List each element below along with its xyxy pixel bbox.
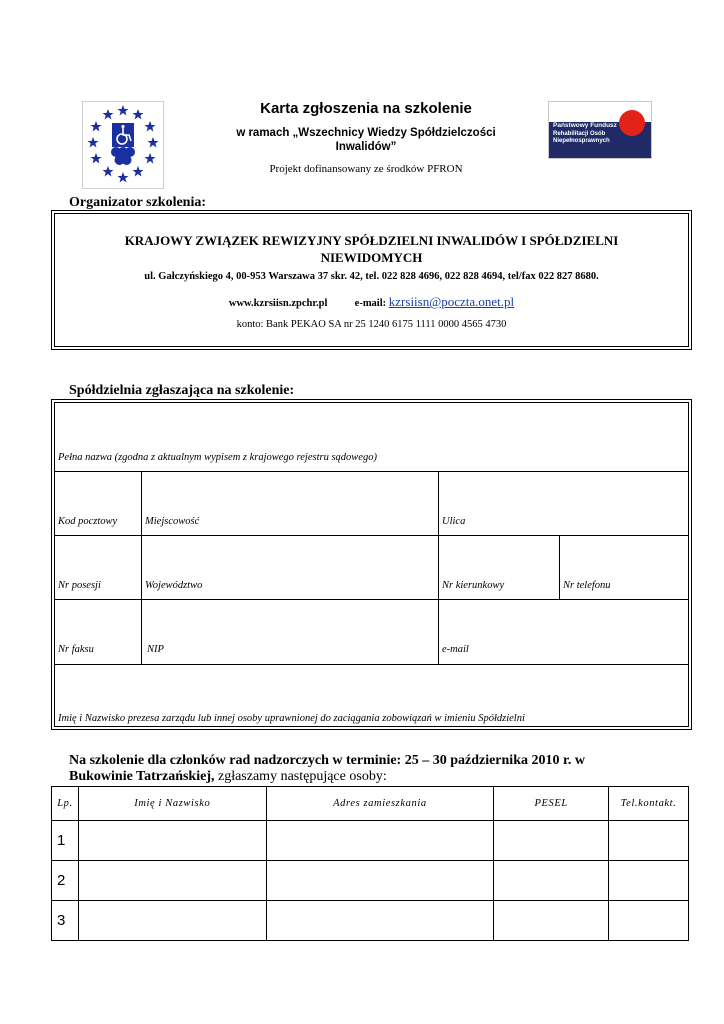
- organizer-email-link[interactable]: kzrsiisn@poczta.onet.pl: [388, 294, 515, 309]
- phone-cell[interactable]: [609, 861, 689, 901]
- pfron-logo-box: [548, 101, 652, 159]
- page-title: Karta zgłoszenia na szkolenie: [260, 100, 472, 117]
- phone-field[interactable]: Nr telefonu: [563, 580, 611, 591]
- organizer-label: Organizator szkolenia:: [69, 195, 207, 210]
- table-header-row: [52, 787, 689, 821]
- row-number: 2: [52, 861, 79, 901]
- wheelchair-stars-logo-icon: [83, 102, 163, 188]
- address-cell[interactable]: [266, 821, 494, 861]
- voivodeship-field[interactable]: Województwo: [145, 580, 203, 591]
- organizer-address: ul. Gałczyńskiego 4, 00-953 Warszawa 37 skr. 42, tel. 022 828 4696, 022 828 4694, tel/fax 022 827 8680.: [144, 271, 599, 282]
- address-cell[interactable]: [266, 901, 494, 941]
- street-field[interactable]: Ulica: [442, 516, 466, 527]
- pfron-logo-line-2: Rehabilitacji Osób: [553, 131, 606, 137]
- name-cell[interactable]: [78, 901, 266, 941]
- full-name-field[interactable]: Pełna nazwa (zgodna z aktualnym wypisem z krajowego rejestru sądowego): [58, 452, 377, 463]
- row-number: 1: [52, 821, 79, 861]
- nip-field[interactable]: NIP: [147, 644, 164, 655]
- table-row: [52, 861, 689, 901]
- training-line-2-rest: zgłaszamy następujące osoby:: [214, 769, 387, 784]
- cooperative-form: [51, 399, 692, 730]
- training-statement: [69, 753, 689, 785]
- training-location: Bukowinie Tatrzańskiej,: [69, 769, 215, 784]
- training-line-1: Na szkolenie dla członków rad nadzorczych w terminie: 25 – 30 października 2010 r. w: [69, 753, 586, 768]
- cooperative-label: Spółdzielnia zgłaszająca na szkolenie:: [69, 383, 295, 398]
- house-number-field[interactable]: Nr posesji: [58, 580, 101, 591]
- organizer-email-label: e-mail:: [354, 298, 387, 309]
- subtitle-line-2: Inwalidów”: [335, 141, 397, 153]
- email-field[interactable]: e-mail: [442, 644, 469, 655]
- subtitle-line-1: w ramach „Wszechnicy Wiedzy Spółdzielczości: [236, 127, 496, 139]
- row-divider: [55, 599, 688, 600]
- fax-field[interactable]: Nr faksu: [58, 644, 94, 655]
- organizer-contact: [55, 294, 688, 310]
- table-row: [52, 901, 689, 941]
- page-subtitle: [180, 126, 552, 154]
- col-header-address: Adres zamieszkania: [266, 787, 494, 821]
- address-cell[interactable]: [266, 861, 494, 901]
- col-header-lp: Lp.: [52, 787, 79, 821]
- table-row: [52, 821, 689, 861]
- area-code-field[interactable]: Nr kierunkowy: [442, 580, 505, 591]
- col-header-phone: Tel.kontakt.: [609, 787, 689, 821]
- project-note: Projekt dofinansowany ze środków PFRON: [269, 163, 463, 175]
- organizer-name: [55, 232, 688, 266]
- postal-code-field[interactable]: Kod pocztowy: [58, 516, 118, 527]
- pfron-logo-line-1: Państwowy Fundusz: [553, 122, 617, 129]
- organizer-name-line-2: NIEWIDOMYCH: [320, 250, 423, 265]
- col-divider: [438, 471, 439, 664]
- name-cell[interactable]: [78, 861, 266, 901]
- organizer-name-line-1: KRAJOWY ZWIĄZEK REWIZYJNY SPÓŁDZIELNI INWALIDÓW I SPÓŁDZIELNI: [124, 233, 619, 248]
- organizer-inner-frame: [54, 213, 689, 347]
- pesel-cell[interactable]: [494, 901, 609, 941]
- pfron-logo-line-3: Niepełnosprawnych: [553, 138, 610, 144]
- persons-table: [51, 786, 689, 941]
- phone-cell[interactable]: [609, 821, 689, 861]
- left-logo: [82, 101, 164, 189]
- row-divider: [55, 535, 688, 536]
- row-number: 3: [52, 901, 79, 941]
- city-field[interactable]: Miejscowość: [145, 516, 200, 527]
- president-field[interactable]: Imię i Nazwisko prezesa zarządu lub innej osoby uprawnionej do zaciągania zobowiązań w imieniu Spółdzielni: [58, 713, 525, 724]
- organizer-website-link[interactable]: www.kzrsiisn.zpchr.pl: [228, 298, 328, 309]
- col-divider: [559, 535, 560, 599]
- cooperative-inner-frame: [54, 402, 689, 727]
- training-line-2: [69, 769, 689, 785]
- organizer-box: [51, 210, 692, 350]
- name-cell[interactable]: [78, 821, 266, 861]
- pfron-logo-lines: [553, 131, 623, 145]
- pfron-logo: [548, 101, 652, 159]
- col-header-pesel: PESEL: [494, 787, 609, 821]
- organizer-account: konto: Bank PEKAO SA nr 25 1240 6175 1111 0000 4565 4730: [236, 319, 507, 330]
- row-divider: [55, 471, 688, 472]
- row-divider: [55, 664, 688, 665]
- pesel-cell[interactable]: [494, 821, 609, 861]
- col-header-name: Imię i Nazwisko: [78, 787, 266, 821]
- phone-cell[interactable]: [609, 901, 689, 941]
- col-divider: [141, 471, 142, 664]
- pesel-cell[interactable]: [494, 861, 609, 901]
